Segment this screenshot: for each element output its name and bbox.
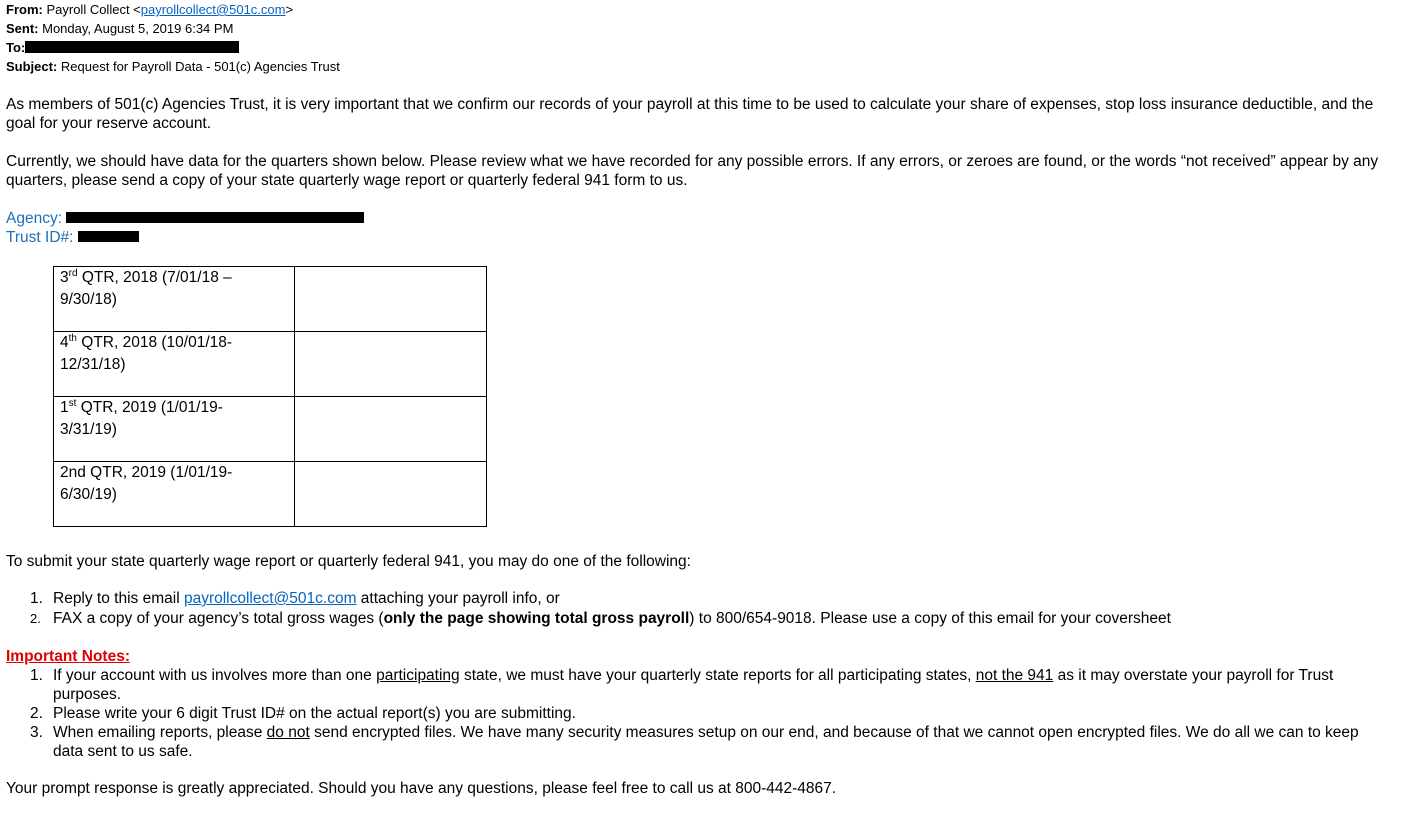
payroll-value-cell <box>295 397 487 462</box>
from-email-link[interactable]: payrollcollect@501c.com <box>140 2 286 17</box>
to-redaction <box>25 41 239 53</box>
list-item: 1. If your account with us involves more than one participating state, we must have your quarterly state reports for all participating states, not the 941 as it may overstate your payroll for Trust purposes. <box>30 667 1334 703</box>
trust-id-redaction <box>78 231 139 242</box>
table-row <box>54 332 487 397</box>
quarter-cell: 1st QTR, 2019 (1/01/19- 3/31/19) <box>54 397 295 462</box>
quarter-cell: 4th QTR, 2018 (10/01/18- 12/31/18) <box>54 332 295 397</box>
submit-intro: To submit your state quarterly wage report or quarterly federal 941, you may do one of the following: <box>6 553 691 570</box>
table-row <box>54 267 487 332</box>
payroll-value-cell <box>295 332 487 397</box>
closing-paragraph: Your prompt response is greatly appreciated. Should you have any questions, please feel free to call us at 800-442-4867. <box>6 780 837 797</box>
agency-redaction <box>66 212 364 223</box>
important-notes-list <box>6 666 1366 761</box>
quarter-cell: 2nd QTR, 2019 (1/01/19- 6/30/19) <box>54 462 295 527</box>
from-close: > <box>285 2 294 17</box>
sent-line <box>6 21 233 37</box>
list-item: 1. Reply to this email payrollcollect@501c.com attaching your payroll info, or <box>30 590 560 607</box>
list-item: 2. FAX a copy of your agency’s total gross wages (only the page showing total gross payroll) to 800/654-9018. Please use a copy of this email for your coversheet <box>30 610 1171 627</box>
submit-options-list <box>6 589 1401 628</box>
from-line <box>6 2 293 18</box>
quarter-cell: 3rd QTR, 2018 (7/01/18 – 9/30/18) <box>54 267 295 332</box>
from-name: Payroll Collect < <box>46 2 141 17</box>
sent-value: Monday, August 5, 2019 6:34 PM <box>42 21 234 36</box>
quarters-table <box>53 266 487 527</box>
important-notes-title: Important Notes: <box>6 648 130 665</box>
reply-email-link[interactable]: payrollcollect@501c.com <box>183 590 357 607</box>
intro-paragraph: As members of 501(c) Agencies Trust, it is very important that we confirm our records of your payroll at this time to be used to calculate your share of expenses, stop loss insurance deductible, and the goal for your reserve account. <box>6 96 1374 132</box>
subject-line <box>6 59 340 75</box>
table-row <box>54 397 487 462</box>
payroll-value-cell <box>295 267 487 332</box>
subject-value: Request for Payroll Data - 501(c) Agencies Trust <box>60 59 340 74</box>
trust-id-line <box>6 228 1401 247</box>
list-item: 2. Please write your 6 digit Trust ID# on the actual report(s) you are submitting. <box>30 705 576 722</box>
trust-id-label: Trust ID#: <box>6 229 74 246</box>
instructions-paragraph: Currently, we should have data for the quarters shown below. Please review what we have recorded for any possible errors. If any errors, or zeroes are found, or the words “not received” appear by any quarters, please send a copy of your state quarterly wage report or quarterly federal 941 form to us. <box>6 153 1379 189</box>
table-row <box>54 462 487 527</box>
to-line <box>6 40 239 56</box>
from-label: From: <box>6 2 43 17</box>
agency-line <box>6 209 1401 228</box>
subject-label: Subject: <box>6 59 58 74</box>
agency-label: Agency: <box>6 210 63 227</box>
payroll-value-cell <box>295 462 487 527</box>
sent-label: Sent: <box>6 21 39 36</box>
list-item: 3. When emailing reports, please do not send encrypted files. We have many security measures setup on our end, and because of that we cannot open encrypted files. We do all we can to keep data sent to us safe. <box>30 724 1359 760</box>
to-label: To: <box>6 40 26 55</box>
